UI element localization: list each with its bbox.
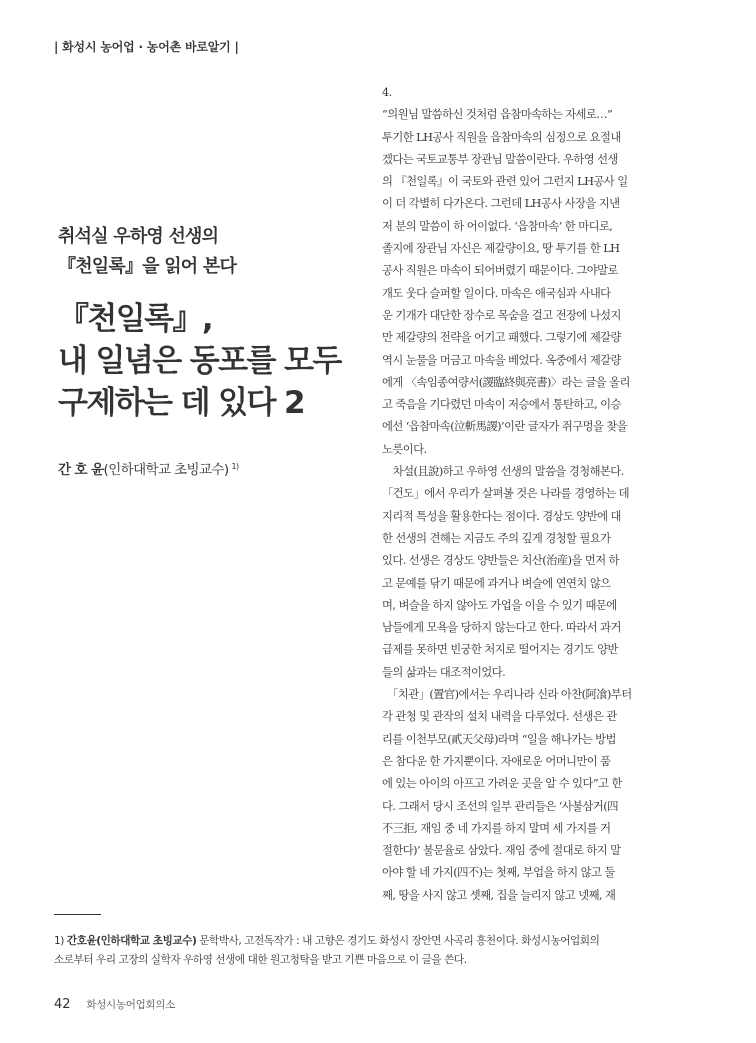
body-line: 각 관청 및 관작의 설치 내력을 다루었다. 선생은 관 bbox=[382, 710, 617, 724]
body-line: 에선 ‘읍참마속(泣斬馬謖)’이란 글자가 쥐구멍을 찾을 bbox=[382, 420, 628, 434]
footnote-mark: 1) bbox=[231, 461, 239, 471]
footnote-text: 문학박사, 고전독작가 : 내 고향은 경기도 화성시 장안면 사곡리 흥천이다. 화성시농어업회의 bbox=[196, 935, 600, 947]
running-header: | 화성시 농어업 · 농어촌 바로알기 | bbox=[54, 40, 239, 54]
body-line: 투기한 LH공사 직원을 읍참마속의 심정으로 요절내 bbox=[382, 130, 621, 144]
body-line: 노릇이다. bbox=[382, 442, 427, 456]
body-line: 절한다)’ 불문율로 삼았다. 재임 중에 절대로 하지 말 bbox=[382, 844, 621, 858]
author-byline bbox=[58, 458, 239, 478]
body-line: “의원님 말씀하신 것처럼 읍참마속하는 자세로…” bbox=[382, 108, 613, 122]
body-line: 개도 웃다 슬퍼할 일이다. 마속은 애국심과 사내다 bbox=[382, 286, 611, 300]
body-line: 한 선생의 견해는 지금도 주의 깊게 경청할 필요가 bbox=[382, 531, 611, 545]
body-line: 만 제갈량의 전략을 어기고 패했다. 그렇기에 제갈량 bbox=[382, 331, 621, 345]
body-line: 남들에게 모욕을 당하지 않는다고 한다. 따라서 과거 bbox=[382, 621, 621, 635]
subtitle-line: 취석실 우하영 선생의 bbox=[58, 226, 219, 247]
body-text-column bbox=[382, 82, 688, 907]
body-line: 졸지에 장관님 자신은 제갈량이요, 땅 투기를 한 LH bbox=[382, 242, 620, 256]
body-line: 아야 할 네 가지(四不)는 첫째, 부업을 하지 않고 둘 bbox=[382, 866, 615, 880]
body-line: 공사 직원은 마속이 되어버렸기 때문이다. 그야말로 bbox=[382, 264, 618, 278]
body-line: 리를 이천부모(貳天父母)라며 “일을 해나가는 방법 bbox=[382, 732, 616, 746]
body-line: 역시 눈물을 머금고 마속을 베었다. 옥중에서 제갈량 bbox=[382, 353, 621, 367]
body-line: 차설(且說)하고 우하영 선생의 말씀을 경청해본다. bbox=[382, 465, 624, 479]
body-line: 不三拒, 재임 중 네 가지를 하지 말며 세 가지를 거 bbox=[382, 821, 611, 835]
publisher-name: 화성시농어업회의소 bbox=[86, 999, 175, 1011]
body-line: 이 더 각별히 다가온다. 그런데 LH공사 사장을 지낸 bbox=[382, 197, 620, 211]
body-line: 저 분의 말씀이 하 어이없다. ‘읍참마속’ 한 마디로, bbox=[382, 219, 613, 233]
author-affiliation: (인하대학교 초빙교수) bbox=[103, 462, 229, 478]
subtitle-line: 『천일록』을 읽어 본다 bbox=[58, 256, 237, 277]
footnote-author-name: 간호윤(인하대학교 초빙교수) bbox=[66, 935, 197, 947]
body-line: 째, 땅을 사지 않고 셋째, 집을 늘리지 않고 넷째, 재 bbox=[382, 888, 616, 902]
article-subtitle bbox=[58, 222, 358, 282]
body-line: 다. 그래서 당시 조선의 일부 관리들은 ‘사불삼거(四 bbox=[382, 799, 618, 813]
body-line: 에게 〈속임종여량서(謖臨終與亮書)〉라는 글을 올리 bbox=[382, 375, 630, 389]
title-line: 구제하는 데 있다 2 bbox=[58, 385, 304, 421]
body-line: 지리적 특성을 활용한다는 점이다. 경상도 양반에 대 bbox=[382, 509, 621, 523]
title-line: 『천일록』, bbox=[58, 301, 213, 337]
page-number: 42 bbox=[54, 997, 71, 1012]
body-line: 에 있는 아이의 아프고 가려운 곳을 알 수 있다”고 한 bbox=[382, 777, 622, 791]
footnote bbox=[54, 932, 704, 970]
page-footer bbox=[54, 997, 175, 1012]
body-line: 고 죽음을 기다렸던 마속이 저승에서 통탄하고, 이승 bbox=[382, 398, 621, 412]
body-line: 겠다는 국토교통부 장관님 말씀이란다. 우하영 선생 bbox=[382, 152, 618, 166]
body-line: 들의 삶과는 대조적이었다. bbox=[382, 665, 506, 679]
body-line: 고 문예를 닦기 때문에 과거나 벼슬에 연연치 않으 bbox=[382, 576, 611, 590]
body-line: 있다. 선생은 경상도 양반들은 치산(治産)을 먼저 하 bbox=[382, 554, 620, 568]
body-line: 은 참다운 한 가지뿐이다. 자애로운 어머니만이 품 bbox=[382, 754, 611, 768]
body-line: 4. bbox=[382, 86, 392, 99]
body-line: 의 『천일록』이 국토와 관련 있어 그런지 LH공사 일 bbox=[382, 175, 628, 189]
article-title bbox=[58, 298, 378, 424]
author-name: 간 호 윤 bbox=[58, 462, 104, 478]
body-line: 며, 벼슬을 하지 않아도 가업을 이을 수 있기 때문에 bbox=[382, 598, 617, 612]
footnote-divider bbox=[54, 914, 101, 915]
body-line: 「치관」(置官)에서는 우리나라 신라 아찬(阿飡)부터 bbox=[382, 688, 632, 702]
footnote-line: 소로부터 우리 고장의 실학자 우하영 선생에 대한 원고청탁을 받고 기쁜 마음으로 이 글을 쓴다. bbox=[54, 954, 467, 966]
body-line: 「건도」에서 우리가 살펴볼 것은 나라를 경영하는 데 bbox=[382, 487, 629, 501]
body-line: 급제를 못하면 빈궁한 처지로 떨어지는 경기도 양반 bbox=[382, 643, 618, 657]
title-line: 내 일념은 동포를 모두 bbox=[58, 343, 341, 379]
footnote-line bbox=[54, 932, 704, 951]
footnote-number: 1) bbox=[54, 935, 64, 947]
body-line: 운 기개가 대단한 장수로 목숨을 걸고 전장에 나섰지 bbox=[382, 308, 621, 322]
